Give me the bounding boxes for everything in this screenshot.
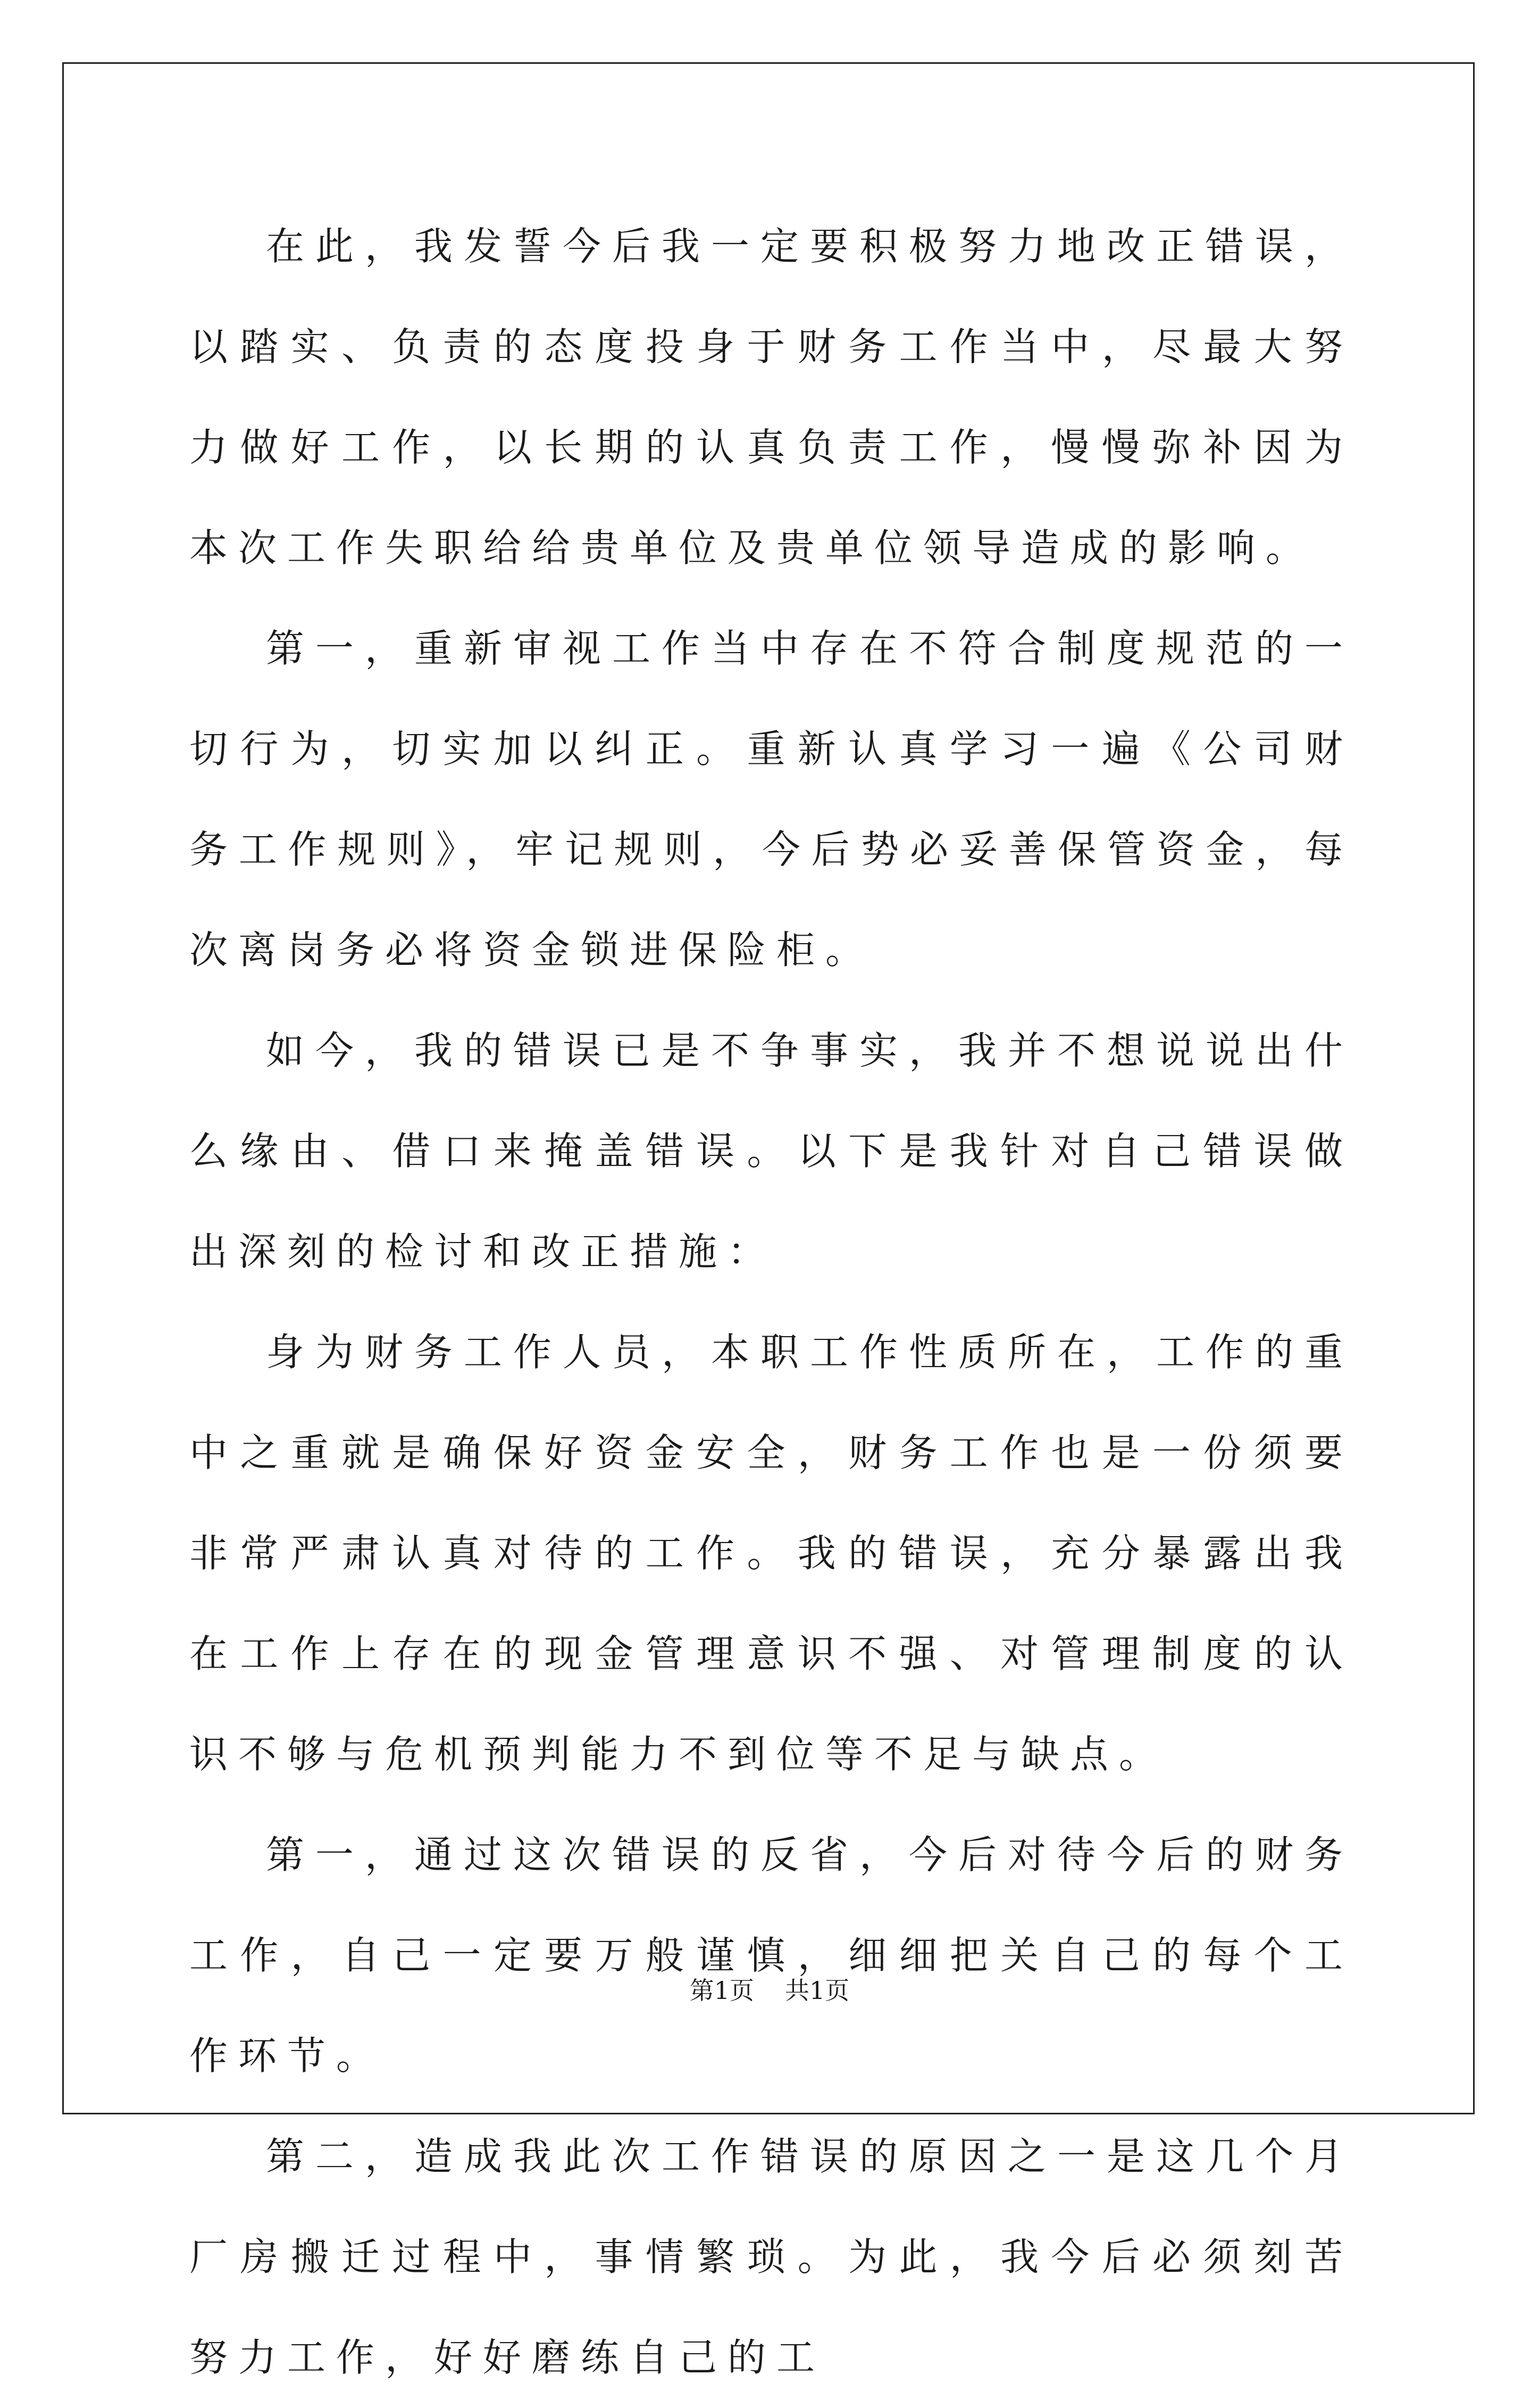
paragraph-6: 第二，造成我此次工作错误的原因之一是这几个月厂房搬迁过程中，事情繁琐。为此，我今后必须刻苦努力工作，好好磨练自己的工 [189,2134,1353,2380]
page-total: 共1页 [785,1976,850,2005]
page-footer [0,1974,1539,2006]
paragraph-1: 在此，我发誓今后我一定要积极努力地改正错误，以踏实、负责的态度投身于财务工作当中，尽最大努力做好工作，以长期的认真负责工作，慢慢弥补因为本次工作失职给给贵单位及贵单位领导造成的影响。 [189,224,1353,570]
paragraph-5: 第一，通过这次错误的反省，今后对待今后的财务工作，自己一定要万般谨慎，细细把关自己的每个工作环节。 [189,1832,1353,2078]
document-body [189,196,1353,2408]
paragraph-4: 身为财务工作人员，本职工作性质所在，工作的重中之重就是确保好资金安全，财务工作也是一份须要非常严肃认真对待的工作。我的错误，充分暴露出我在工作上存在的现金管理意识不强、对管理制度的认识不够与危机预判能力不到位等不足与缺点。 [189,1330,1353,1777]
paragraph-2: 第一，重新审视工作当中存在不符合制度规范的一切行为，切实加以纠正。重新认真学习一遍《公司财务工作规则》，牢记规则，今后势必妥善保管资金，每次离岗务必将资金锁进保险柜。 [189,626,1353,972]
page-number: 第1页 [689,1976,754,2005]
paragraph-3: 如今，我的错误已是不争事实，我并不想说说出什么缘由、借口来掩盖错误。以下是我针对自己错误做出深刻的检讨和改正措施： [189,1028,1353,1274]
